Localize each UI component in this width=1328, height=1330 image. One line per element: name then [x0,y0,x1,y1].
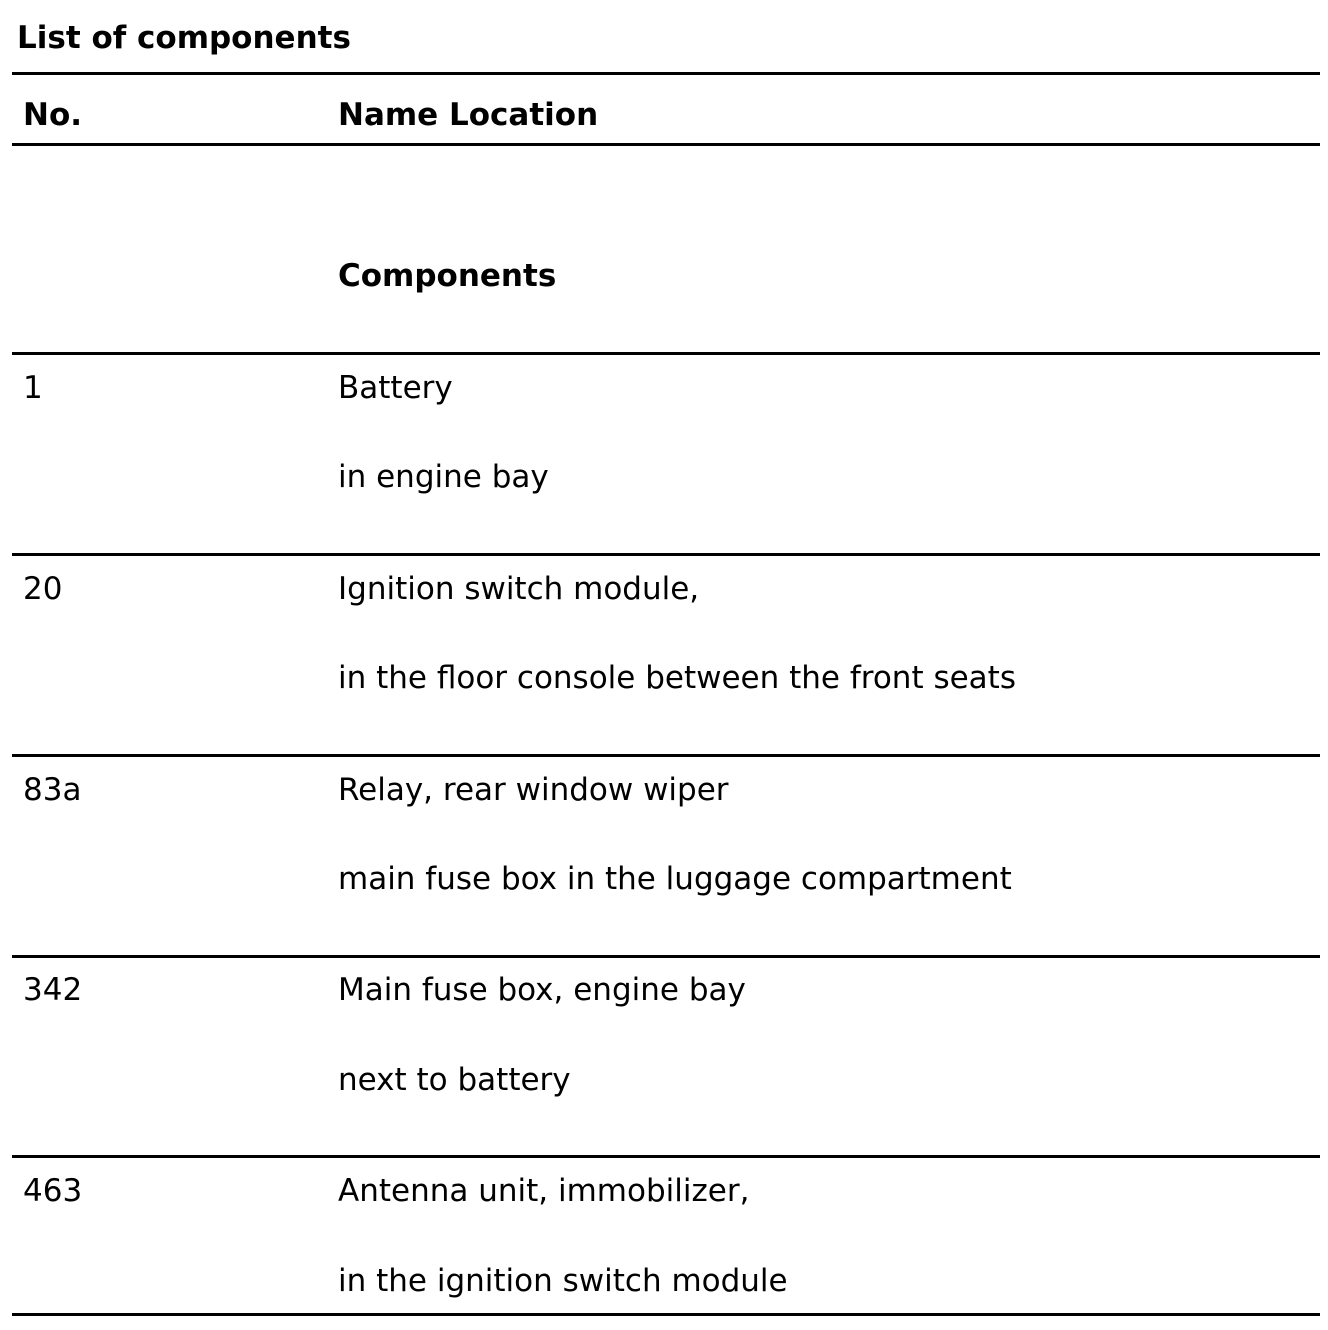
row-rule [12,352,1320,355]
component-location: in the ignition switch module [338,1263,788,1299]
header-no: No. [23,97,83,133]
row-number: 342 [23,972,83,1008]
component-name: Antenna unit, immobilizer, [338,1173,750,1209]
row-rule [12,955,1320,958]
component-location: main fuse box in the luggage compartment [338,861,1012,897]
header-name-location: Name Location [338,97,599,133]
section-heading: Components [338,258,557,294]
page-title: List of components [17,20,351,56]
row-number: 20 [23,571,63,607]
row-number: 463 [23,1173,83,1209]
table-bottom-rule [12,1313,1320,1316]
component-name: Relay, rear window wiper [338,772,729,808]
header-rule [12,143,1320,146]
component-location: in the floor console between the front seats [338,660,1016,696]
component-location: next to battery [338,1062,571,1098]
component-name: Ignition switch module, [338,571,700,607]
component-location: in engine bay [338,459,549,495]
row-rule [12,754,1320,757]
component-name: Battery [338,370,453,406]
row-rule [12,1155,1320,1158]
row-number: 83a [23,772,82,808]
row-number: 1 [23,370,43,406]
row-rule [12,553,1320,556]
component-name: Main fuse box, engine bay [338,972,746,1008]
table-top-rule [12,72,1320,75]
